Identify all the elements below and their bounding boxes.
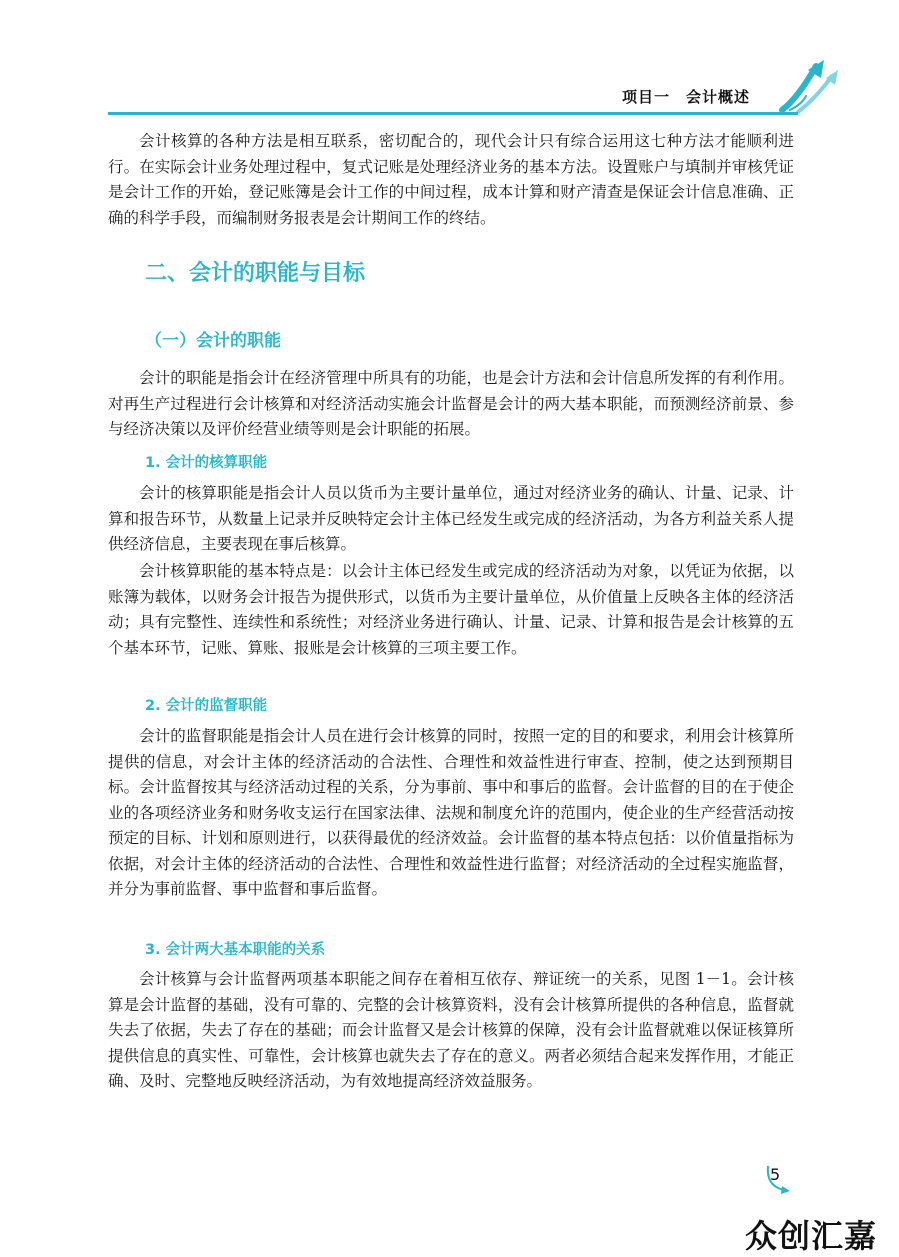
item-heading-supervision-function: 2. 会计的监督职能: [145, 698, 268, 714]
intro-paragraph: 会计核算的各种方法是相互联系，密切配合的，现代会计只有综合运用这七种方法才能顺利进行。在实际会计业务处理过程中，复式记账是处理经济业务的基本方法。设置账户与填制并审核凭证是会计工作的开始，登记账簿是会计工作的中间过程，成本计算和财产清查是保证会计信息准确、正确的科学手段，而编制财务报表是会计期间工作的终结。: [108, 132, 794, 227]
subsection-heading: （一）会计的职能: [145, 331, 281, 351]
upward-arrows-icon: [776, 58, 842, 118]
section-heading: 二、会计的职能与目标: [145, 261, 366, 286]
running-header-title: 项目一 会计概述: [622, 88, 751, 106]
supervision-function-paragraph: 会计的监督职能是指会计人员在进行会计核算的同时，按照一定的目的和要求，利用会计核算所提供的信息，对会计主体的经济活动的合法性、合理性和效益性进行审查、控制，使之达到预期目标。会计监督按其与经济活动过程的关系，分为事前、事中和事后的监督。会计监督的目的在于使企业的各项经济业务和财务收支运行在国家法律、法规和制度允许的范围内，使企业的生产经营活动按预定的目标、计划和原则进行，以获得最优的经济效益。会计监督的基本特点包括：以价值量指标为依据，对会计主体的经济活动的合法性、合理性和效益性进行监督；对经济活动的全过程实施监督，并分为事前监督、事中监督和事后监督。: [108, 727, 794, 898]
header-rule: [108, 112, 798, 115]
accounting-function-paragraph-2: 会计核算职能的基本特点是：以会计主体已经发生或完成的经济活动为对象，以凭证为依据，以账簿为载体，以财务会计报告为提供形式，以货币为主要计量单位，从价值量上反映各主体的经济活动；具有完整性、连续性和系统性；对经济业务进行确认、计量、记录、计算和报告是会计核算的五个基本环节，记账、算账、报账是会计核算的三项主要工作。: [108, 562, 794, 657]
accounting-function-paragraph-1: 会计的核算职能是指会计人员以货币为主要计量单位，通过对经济业务的确认、计量、记录、计算和报告环节，从数量上记录并反映特定会计主体已经发生或完成的经济活动，为各方利益关系人提供经济信息，主要表现在事后核算。: [108, 484, 794, 553]
functions-relationship-paragraph: 会计核算与会计监督两项基本职能之间存在着相互依存、辩证统一的关系，见图 1－1。会计核算是会计监督的基础，没有可靠的、完整的会计核算资料，没有会计核算所提供的各种信息，监督就失去了依据，失去了存在的基础；而会计监督又是会计核算的保障，没有会计监督就难以保证核算所提供信息的真实性、可靠性，会计核算也就失去了存在的意义。两者必须结合起来发挥作用，才能正确、及时、完整地反映经济活动，为有效地提高经济效益服务。: [108, 970, 794, 1090]
item-heading-functions-relationship: 3. 会计两大基本职能的关系: [145, 942, 326, 958]
page-number: 5: [770, 1165, 781, 1184]
subsection-intro-paragraph: 会计的职能是指会计在经济管理中所具有的功能，也是会计方法和会计信息所发挥的有利作用。对再生产过程进行会计核算和对经济活动实施会计监督是会计的两大基本职能，而预测经济前景、参与经济决策以及评价经营业绩等则是会计职能的拓展。: [108, 369, 794, 438]
item-heading-accounting-function: 1. 会计的核算职能: [145, 455, 268, 471]
watermark-text: 众创汇嘉: [745, 1217, 878, 1255]
page-number-badge: [764, 1160, 792, 1196]
